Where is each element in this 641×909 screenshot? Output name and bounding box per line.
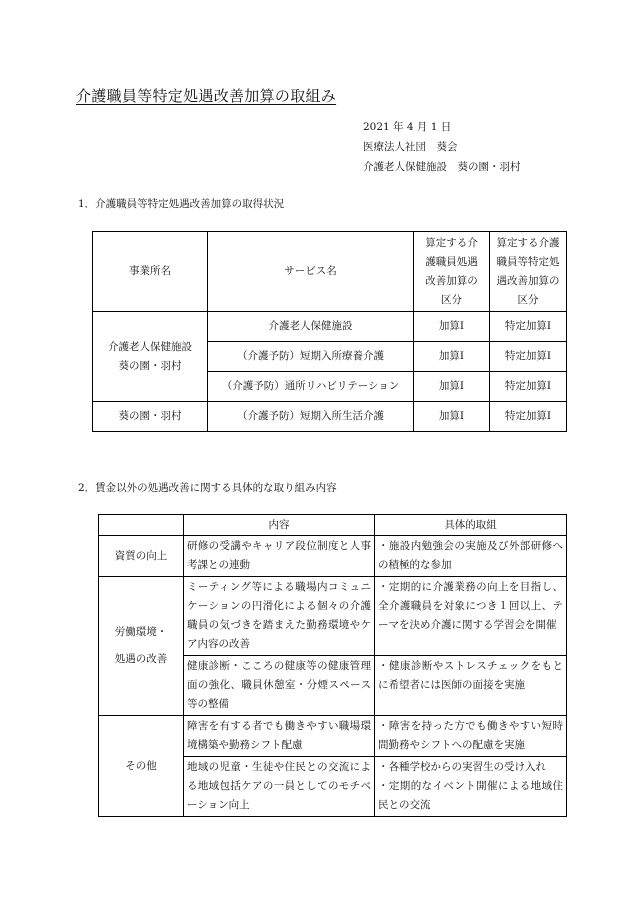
header-tokutei-line: 区分 [517, 293, 539, 306]
tokutei-cell: 特定加算Ⅰ [490, 402, 567, 432]
content-cell: 健康診断・こころの健康等の健康管理面の強化、職員休憩室・分煙スペース等の整備 [184, 656, 375, 716]
header-category [99, 515, 184, 536]
table-row [99, 536, 567, 577]
tokutei-cell: 特定加算Ⅰ [490, 312, 567, 342]
facility-name: 介護老人保健施設 葵の園・羽村 [363, 161, 521, 173]
action-cell [375, 757, 567, 817]
header-service: サービス名 [208, 232, 414, 312]
category-cell: 資質の向上 [99, 536, 184, 577]
category-cell: その他 [99, 716, 184, 817]
service-cell: （介護予防）短期入所療養介護 [208, 342, 414, 372]
action-cell: ・障害を持った方でも働きやすい短時間勤務やシフトへの配慮を実施 [375, 716, 567, 757]
content-cell: 研修の受講やキャリア段位制度と人事考課との連動 [184, 536, 375, 577]
content-cell: 障害を有する者でも働きやすい職場環境構築や勤務シフト配慮 [184, 716, 375, 757]
tokutei-cell: 特定加算Ⅰ [490, 342, 567, 372]
document-meta [363, 117, 521, 177]
table-header-row [93, 232, 567, 312]
kasan-cell: 加算Ⅰ [414, 402, 490, 432]
header-kasan-line: 改善加算の [425, 274, 478, 287]
office-name-line: 介護老人保健施設 [108, 340, 192, 353]
service-cell: （介護予防）短期入所生活介護 [208, 402, 414, 432]
service-cell: （介護予防）通所リハビリテーション [208, 372, 414, 402]
action-line: ・各種学校からの実習生の受け入れ [378, 761, 546, 773]
category-line: 労働環境・ [114, 626, 168, 638]
kasan-status-table [92, 231, 567, 432]
improvement-actions-table [98, 514, 567, 817]
header-kasan [414, 232, 490, 312]
corporation-name: 医療法人社団 葵会 [363, 141, 458, 153]
table-row [99, 577, 567, 656]
header-kasan-line: 区分 [441, 293, 462, 306]
content-cell: 地域の児童・生徒や住民との交流による地域包括ケアの一員としてのモチベーション向上 [184, 757, 375, 817]
kasan-cell: 加算Ⅰ [414, 342, 490, 372]
section1-heading: 1．介護職員等特定処遇改善加算の取得状況 [78, 198, 285, 210]
header-tokutei-line: 職員等特定処 [496, 255, 560, 268]
category-cell [99, 577, 184, 716]
category-line: 処遇の改善 [114, 653, 168, 665]
header-content: 内容 [184, 515, 375, 536]
tokutei-cell: 特定加算Ⅰ [490, 372, 567, 402]
header-kasan-line: 算定する介 [425, 236, 478, 249]
header-tokutei [490, 232, 567, 312]
header-kasan-line: 護職員処遇 [425, 255, 478, 268]
section2-heading: 2．賃金以外の処遇改善に関する具体的な取り組み内容 [78, 482, 337, 494]
office-cell [93, 312, 208, 402]
table-row [99, 716, 567, 757]
header-action: 具体的取組 [375, 515, 567, 536]
kasan-cell: 加算Ⅰ [414, 372, 490, 402]
office-name-line: 葵の園・羽村 [118, 359, 182, 372]
table-row [93, 312, 567, 342]
action-cell: ・定期的に介護業務の向上を目指し、全介護職員を対象につき１回以上、テーマを決め介護に関する学習会を開催 [375, 577, 567, 656]
document-date: 2021 年 4 月 1 日 [363, 121, 452, 133]
table-row [93, 402, 567, 432]
page-title: 介護職員等特定処遇改善加算の取組み [76, 87, 337, 105]
office-cell: 葵の園・羽村 [93, 402, 208, 432]
kasan-cell: 加算Ⅰ [414, 312, 490, 342]
action-cell: ・施設内勉強会の実施及び外部研修への積極的な参加 [375, 536, 567, 577]
header-tokutei-line: 遇改善加算の [496, 274, 560, 287]
header-office: 事業所名 [93, 232, 208, 312]
table-header-row [99, 515, 567, 536]
header-tokutei-line: 算定する介護 [496, 236, 560, 249]
content-cell: ミーティング等による職場内コミュニケーションの円滑化による個々の介護職員の気づきを踏まえた勤務環境やケア内容の改善 [184, 577, 375, 656]
action-cell: ・健康診断やストレスチェックをもとに希望者には医師の面接を実施 [375, 656, 567, 716]
action-line: ・定期的なイベント開催による地域住民との交流 [378, 780, 563, 811]
service-cell: 介護老人保健施設 [208, 312, 414, 342]
